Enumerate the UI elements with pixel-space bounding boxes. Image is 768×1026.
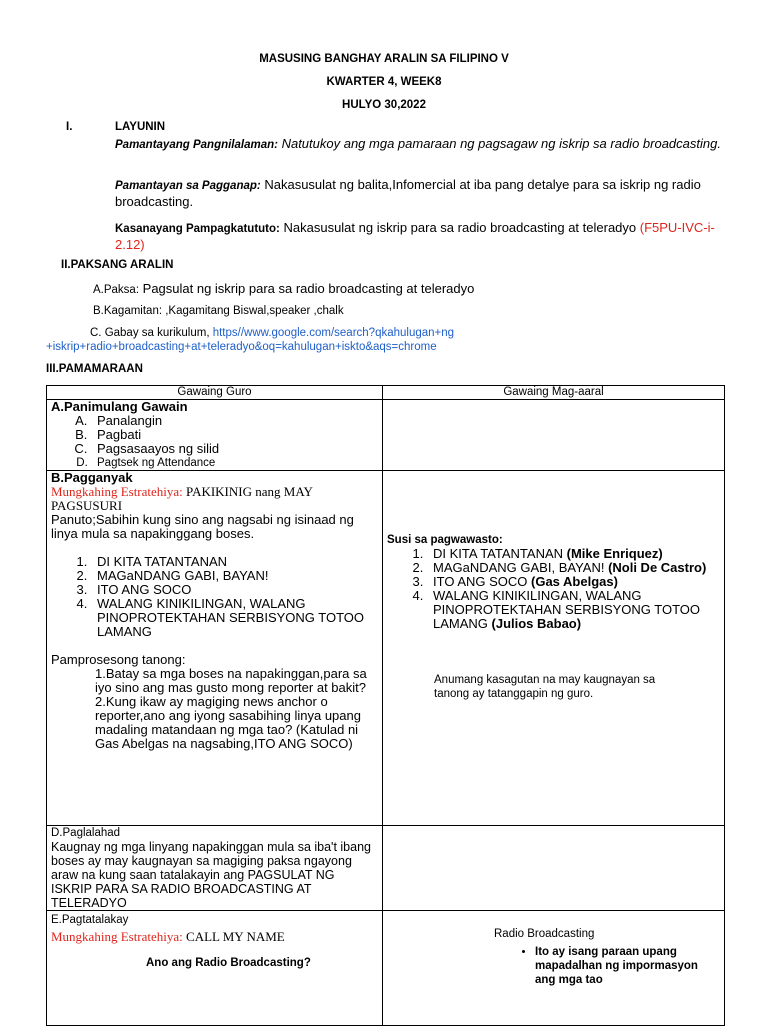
col-gawaing-mag-aaral: Gawaing Mag-aaral — [383, 386, 725, 400]
p3-code: (F5PU-IVC-i-2.12) — [115, 220, 715, 252]
susi-heading: Susi sa pagwawasto: — [387, 534, 503, 546]
strategy-label: Mungkahing Estratehiya: — [51, 484, 183, 499]
table-row — [47, 471, 725, 826]
panimulang-gawain-list — [51, 414, 378, 470]
list-item — [427, 561, 720, 575]
susi-item-text: ITO ANG SOCO — [433, 574, 532, 589]
table-row — [47, 826, 725, 911]
layunin-number: I. — [66, 121, 73, 133]
strategy-label: Mungkahing Estratehiya: — [51, 929, 183, 944]
susi-item-answer: (Noli De Castro) — [608, 560, 707, 575]
susi-item-answer: (Gas Abelgas) — [531, 574, 618, 589]
list-item — [427, 575, 720, 589]
paglalahad-heading: D.Paglalahad — [51, 827, 121, 839]
table-row — [47, 911, 725, 1026]
panimulang-gawain-heading: A.Panimulang Gawain — [51, 399, 188, 414]
pagganyak-cell — [47, 471, 383, 826]
pamamaraan-heading: III.PAMAMARAAN — [46, 363, 143, 375]
list-item — [427, 589, 720, 631]
pamprosesong-q2: 2.Kung ikaw ay magiging news anchor o reporter,ano ang iyong sasabihing linya upang madaling matandaan ng mga tao? (Katulad ni Gas Abelgas na nagsabing,ITO ANG SOCO) — [95, 694, 361, 751]
radio-broadcasting-heading: Radio Broadcasting — [494, 928, 595, 940]
susi-list — [387, 547, 720, 631]
panimulang-gawain-cell — [47, 400, 383, 471]
pagtatalakay-question: Ano ang Radio Broadcasting? — [146, 957, 311, 969]
kagamitan-line: B.Kagamitan: ,Kagamitang Biswal,speaker ,chalk — [93, 305, 344, 317]
list-item: 4. WALANG KINIKILINGAN, WALANG PINOPROTEKTAHAN SERBISYONG TOTOO LAMANG — [91, 597, 378, 639]
susi-item-answer: (Mike Enriquez) — [566, 546, 663, 561]
gabay-line — [90, 327, 454, 339]
layunin-heading: LAYUNIN — [115, 121, 166, 133]
paksang-heading: II.PAKSANG ARALIN — [61, 259, 174, 271]
empty-cell — [383, 400, 725, 471]
susi-item-text: DI KITA TATANTANAN — [433, 546, 567, 561]
paksa-label: A.Paksa: — [93, 284, 140, 296]
p3-text: Nakasusulat ng iskrip para sa radio broadcasting at teleradyo — [279, 220, 640, 235]
list-item: 2. MAGaNDANG GABI, BAYAN! — [91, 569, 378, 583]
p1-text: Natutukoy ang mga pamaraan ng pagsagaw ng iskrip sa radio broadcasting. — [277, 136, 721, 151]
pagganyak-heading: B.Pagganyak — [51, 470, 133, 485]
pagtatalakay-strategy — [51, 930, 378, 944]
list-item: D. Pagtsek ng Attendance — [91, 456, 378, 470]
strategy-text: CALL MY NAME — [182, 929, 285, 944]
pamprosesong-heading: Pamprosesong tanong: — [51, 652, 186, 667]
p2-label: Pamantayan sa Pagganap: — [115, 180, 261, 192]
col-gawaing-guro: Gawaing Guro — [47, 386, 383, 400]
pamantayan-sa-pagganap — [115, 177, 725, 209]
susi-item-answer: (Julios Babao) — [491, 616, 582, 631]
gabay-link-part1[interactable]: https//www.google.com/search?qkahulugan+ng — [212, 327, 455, 339]
paksa-line — [93, 281, 713, 298]
paglalahad-text: Kaugnay ng mga linyang napakinggan mula sa iba't ibang boses ay may kaugnayan sa magiging paksa ngayong araw na kung saan tatalakayin ang PAGSULAT NG ISKRIP PARA SA RADIO BROADCASTING AT TELERADYO — [51, 840, 371, 910]
paglalahad-cell — [47, 826, 383, 911]
pagganyak-panuto: Panuto;Sabihin kung sino ang nagsabi ng isinaad ng linya mula sa napakinggang boses. — [51, 512, 354, 541]
lesson-table — [46, 385, 725, 1026]
doc-title: MASUSING BANGHAY ARALIN SA FILIPINO V — [259, 53, 509, 65]
gabay-label: C. Gabay sa kurikulum, — [90, 327, 213, 339]
paksa-text: Pagsulat ng iskrip para sa radio broadcasting at teleradyo — [139, 281, 475, 296]
pamantayang-pangnilalaman — [115, 136, 725, 153]
susi-item-text: MAGaNDANG GABI, BAYAN! — [433, 560, 609, 575]
list-item — [427, 547, 720, 561]
list-item: C. Pagsasaayos ng silid — [91, 442, 378, 456]
doc-date: HULYO 30,2022 — [342, 99, 426, 111]
radio-broadcasting-cell — [383, 911, 725, 1026]
kasanayang-pampagkatututo — [115, 220, 735, 252]
p1-label: Pamantayang Pangnilalaman: — [115, 139, 278, 151]
gabay-link-part2[interactable]: +iskrip+radio+broadcasting+at+teleradyo&oq=kahulugan+iskto&aqs=chrome — [46, 341, 437, 353]
pagganyak-strategy — [51, 485, 378, 513]
susi-item-text: WALANG KINIKILINGAN, WALANG PINOPROTEKTAHAN SERBISYONG TOTOO LAMANG — [433, 588, 701, 631]
susi-note: Anumang kasagutan na may kaugnayan sa tanong ay tatanggapin ng guro. — [434, 674, 656, 700]
pagtatalakay-cell — [47, 911, 383, 1026]
list-item: 1. DI KITA TATANTANAN — [91, 555, 378, 569]
doc-quarter: KWARTER 4, WEEK8 — [326, 76, 442, 88]
pamprosesong-q1: 1.Batay sa mga boses na napakinggan,para sa iyo sino ang mas gusto mong reporter at bakit? — [95, 666, 367, 695]
strategy-text: PAKIKINIG nang MAY PAGSUSURI — [51, 484, 313, 513]
radio-broadcasting-list — [505, 945, 720, 987]
pagtatalakay-heading: E.Pagtatalakay — [51, 914, 129, 926]
p2-text: Nakasusulat ng balita,Infomercial at iba pang detalye para sa iskrip ng radio broadcasting. — [115, 177, 701, 209]
table-row — [47, 400, 725, 471]
susi-cell — [383, 471, 725, 826]
table-header-row — [47, 386, 725, 400]
pagganyak-list — [51, 555, 378, 639]
list-item: 3. ITO ANG SOCO — [91, 583, 378, 597]
empty-cell — [383, 826, 725, 911]
list-item: A. Panalangin — [91, 414, 378, 428]
list-item: B. Pagbati — [91, 428, 378, 442]
list-item: • Ito ay isang paraan upang mapadalhan ng impormasyon ang mga tao — [535, 945, 715, 987]
p3-label: Kasanayang Pampagkatututo: — [115, 223, 280, 235]
